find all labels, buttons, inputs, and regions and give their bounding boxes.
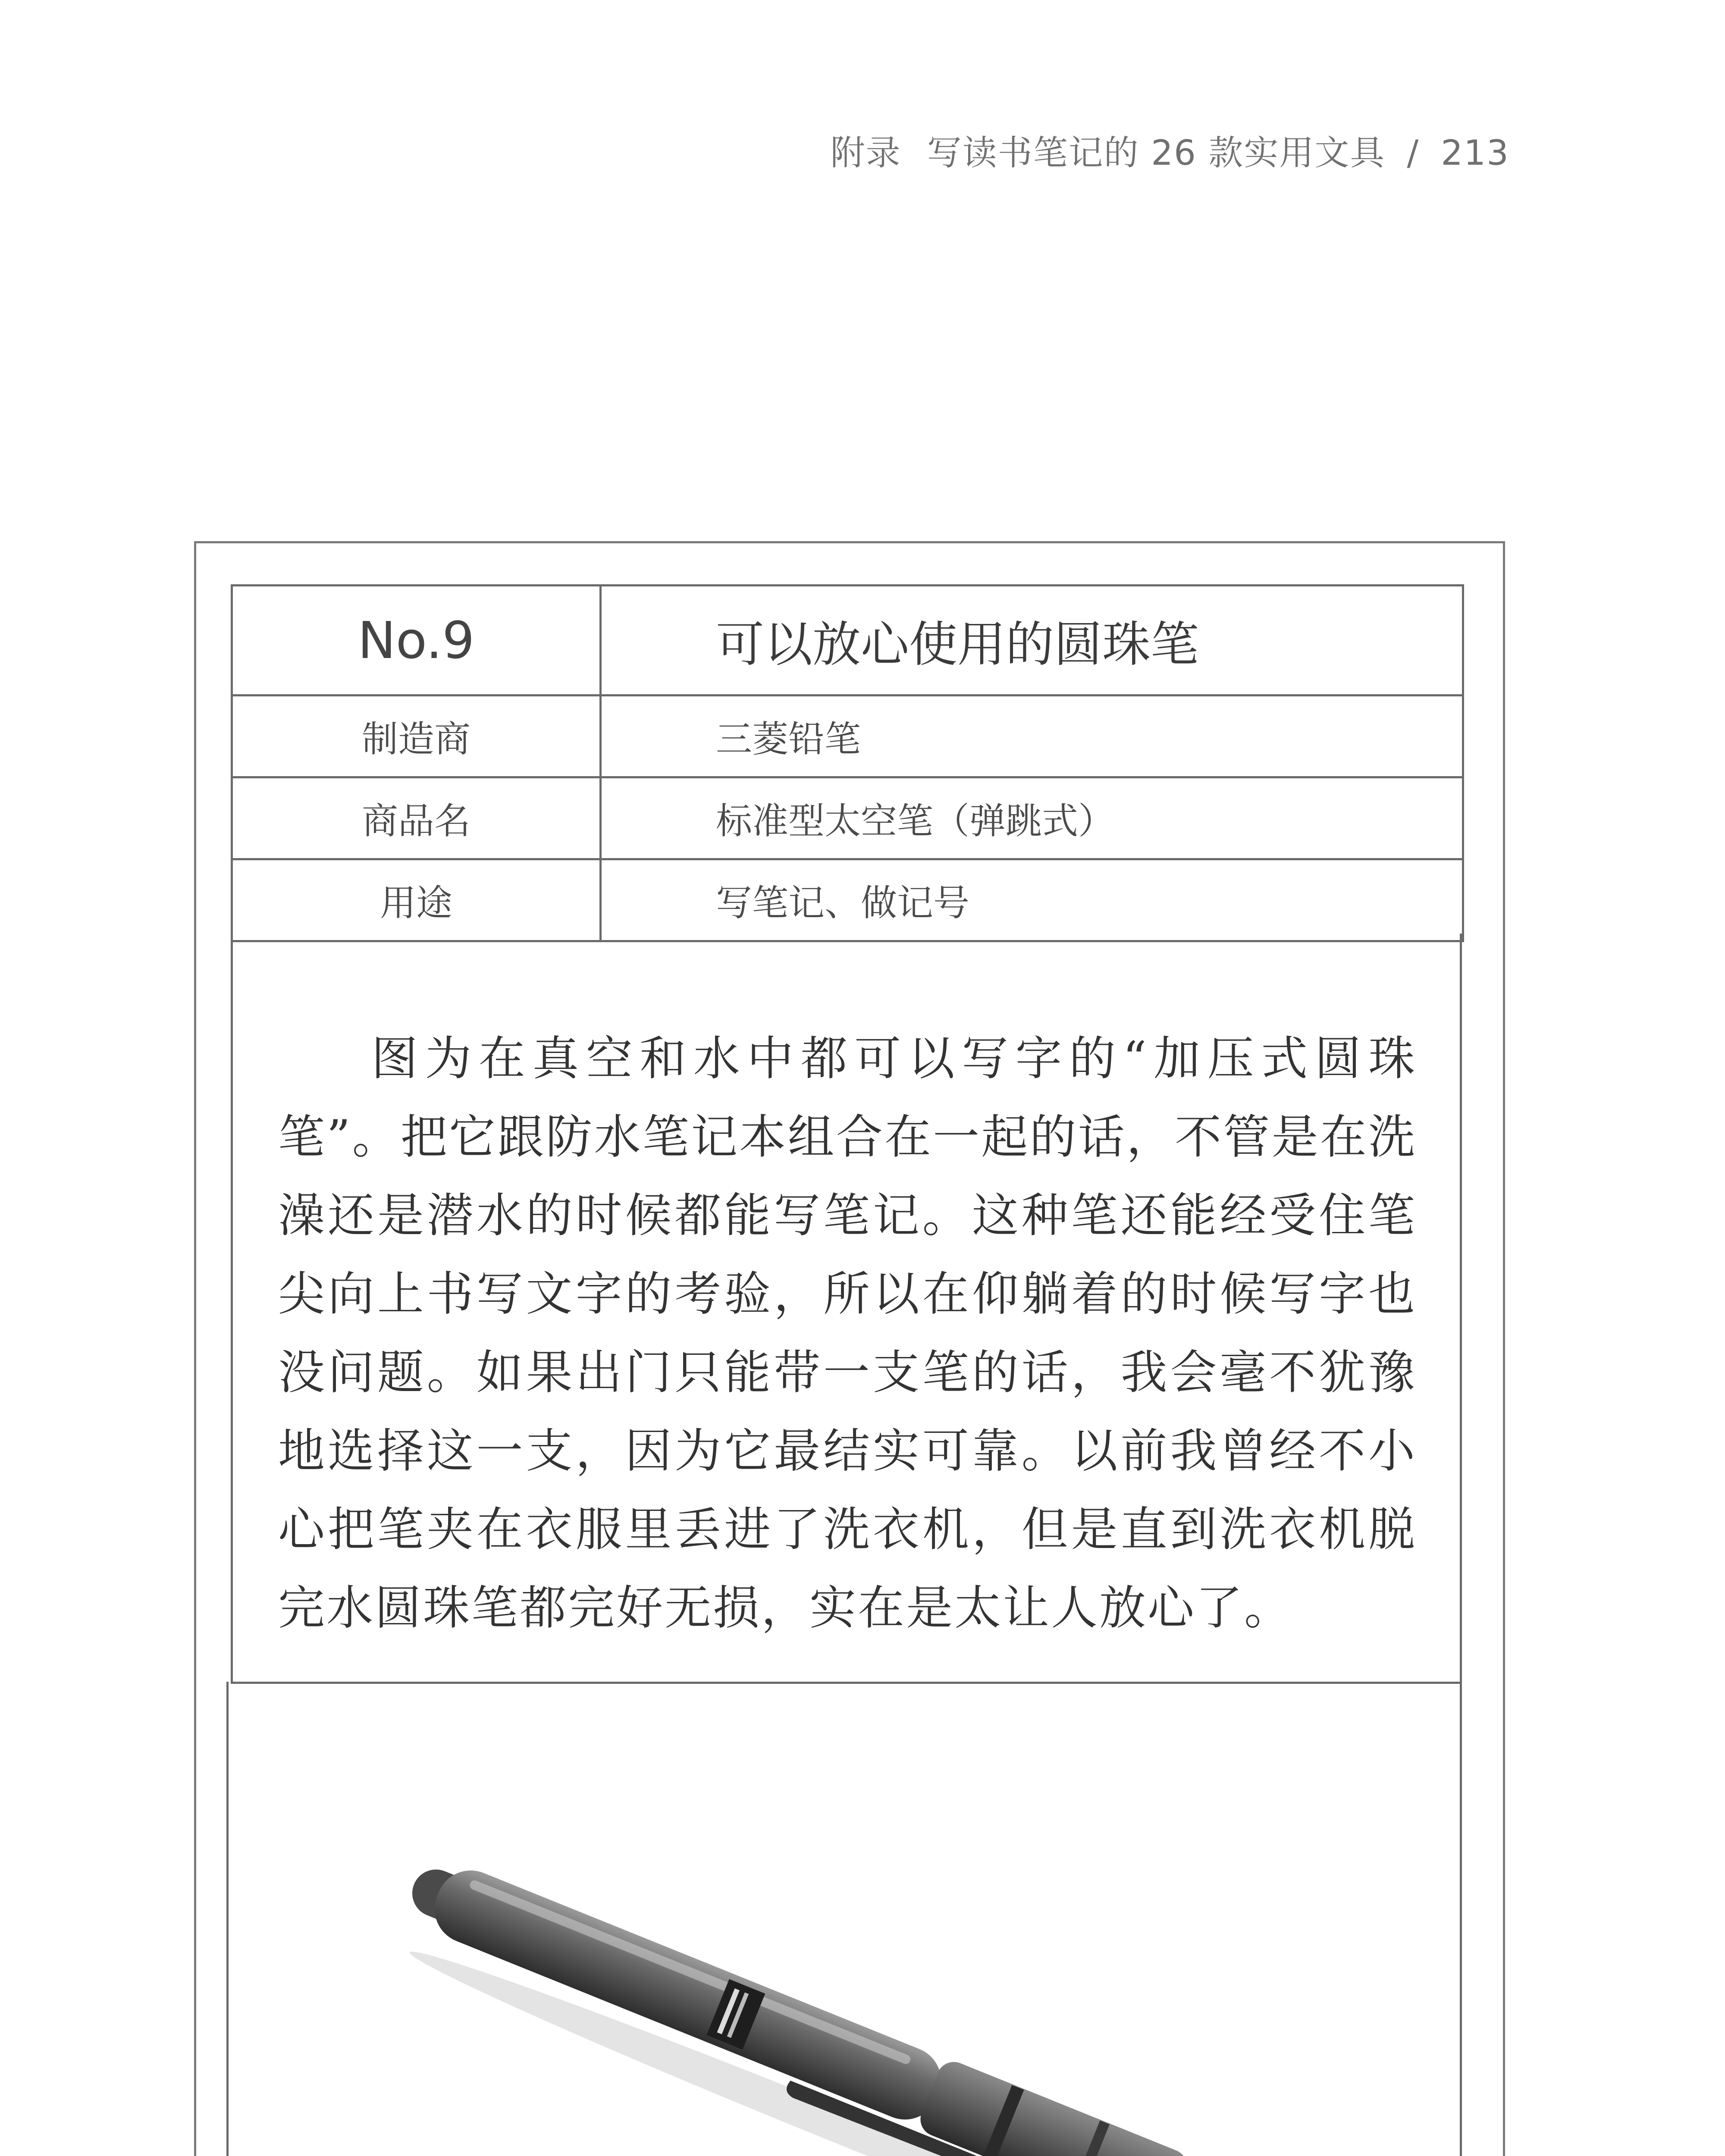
page-number: 213 [1441, 133, 1509, 173]
description-text: 图为在真空和水中都可以写字的“加压式圆珠笔”。把它跟防水笔记本组合在一起的话，不管是在洗澡还是潜水的时候都能写笔记。这种笔还能经受住笔尖向上书写文字的考验，所以在仰躺着的时候写字也没问题。如果出门只能带一支笔的话，我会毫不犹豫地选择这一支，因为它最结实可靠。以前我曾经不小心把笔夹在衣服里丢进了洗衣机，但是直到洗衣机脱完水圆珠笔都完好无损，实在是太让人放心了。 [278, 1032, 1417, 1635]
pen-photo [229, 1682, 1460, 2156]
item-number: No.9 [232, 586, 601, 696]
row-value: 三菱铅笔 [601, 696, 1463, 777]
table-header-row [232, 586, 1463, 696]
table-row-usage [232, 859, 1463, 941]
row-label: 用途 [232, 859, 601, 941]
running-header [831, 125, 1509, 175]
header-section: 附录 [830, 133, 901, 173]
item-title: 可以放心使用的圆珠笔 [601, 586, 1463, 696]
info-table [231, 584, 1464, 942]
row-value: 写笔记、做记号 [601, 859, 1463, 941]
table-row-manufacturer [232, 696, 1463, 777]
row-value: 标准型太空笔（弹跳式） [601, 777, 1463, 859]
photo-panel [226, 1682, 1462, 2156]
table-row-product [232, 777, 1463, 859]
header-separator: / [1407, 133, 1420, 173]
row-label: 制造商 [232, 696, 601, 777]
description-panel [231, 934, 1462, 1684]
row-label: 商品名 [232, 777, 601, 859]
pen-grip [915, 2057, 1192, 2156]
header-title: 写读书笔记的 26 款实用文具 [927, 133, 1386, 173]
